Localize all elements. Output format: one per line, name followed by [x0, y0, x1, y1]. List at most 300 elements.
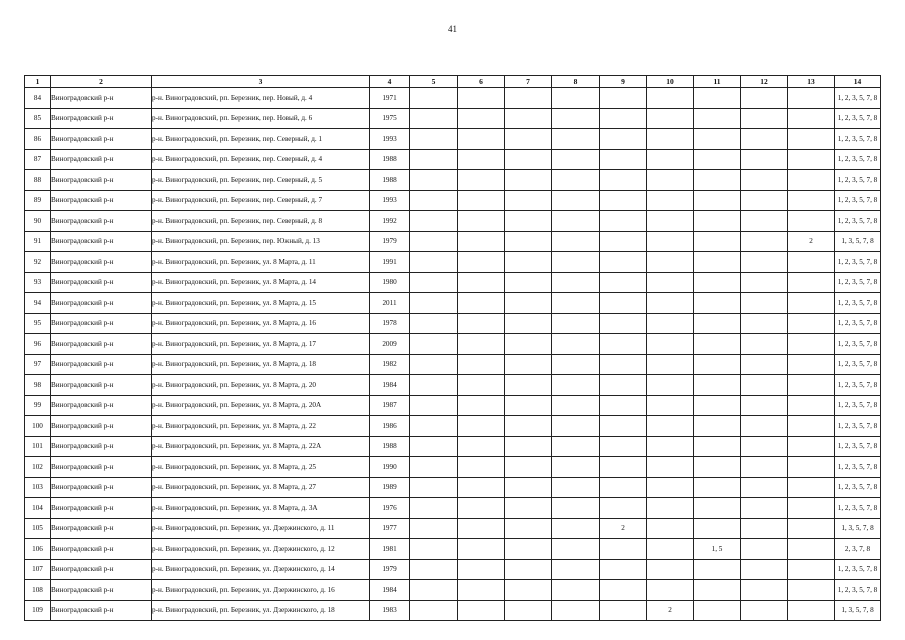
- col7-cell: [505, 108, 552, 129]
- col8-cell: [552, 580, 600, 601]
- col9-cell: [600, 149, 647, 170]
- row-number: 107: [25, 559, 51, 580]
- address-cell: р-н. Виноградовский, рп. Березник, ул. 8 Марта, д. 22: [152, 416, 370, 437]
- col9-cell: [600, 375, 647, 396]
- row-number: 84: [25, 88, 51, 109]
- col8-cell: [552, 149, 600, 170]
- table-row: [25, 190, 881, 211]
- column-header-9: 9: [600, 76, 647, 88]
- col10-cell: [647, 108, 694, 129]
- year-built-cell: 1979: [370, 559, 410, 580]
- district-cell: Виноградовский р-н: [51, 539, 152, 560]
- col9-cell: [600, 600, 647, 621]
- district-cell: Виноградовский р-н: [51, 231, 152, 252]
- col5-cell: [410, 539, 458, 560]
- col8-cell: [552, 190, 600, 211]
- col11-cell: [694, 354, 741, 375]
- table-row: [25, 477, 881, 498]
- col11-cell: [694, 170, 741, 191]
- row-number: 106: [25, 539, 51, 560]
- col14-cell: 1, 2, 3, 5, 7, 8: [835, 477, 881, 498]
- col11-cell: [694, 252, 741, 273]
- col12-cell: [741, 477, 788, 498]
- address-cell: р-н. Виноградовский, рп. Березник, ул. 8 Марта, д. 3А: [152, 498, 370, 519]
- col14-cell: 1, 2, 3, 5, 7, 8: [835, 498, 881, 519]
- year-built-cell: 1976: [370, 498, 410, 519]
- col12-cell: [741, 190, 788, 211]
- col10-cell: [647, 395, 694, 416]
- col6-cell: [458, 170, 505, 191]
- col8-cell: [552, 272, 600, 293]
- col9-cell: [600, 88, 647, 109]
- col14-cell: 1, 2, 3, 5, 7, 8: [835, 416, 881, 437]
- year-built-cell: 1987: [370, 395, 410, 416]
- col8-cell: [552, 293, 600, 314]
- col10-cell: [647, 518, 694, 539]
- table-row: [25, 108, 881, 129]
- row-number: 93: [25, 272, 51, 293]
- column-header-11: 11: [694, 76, 741, 88]
- address-cell: р-н. Виноградовский, рп. Березник, пер. Северный, д. 1: [152, 129, 370, 150]
- district-cell: Виноградовский р-н: [51, 149, 152, 170]
- col14-cell: 1, 2, 3, 5, 7, 8: [835, 354, 881, 375]
- table-row: [25, 416, 881, 437]
- district-cell: Виноградовский р-н: [51, 313, 152, 334]
- col12-cell: [741, 334, 788, 355]
- col12-cell: [741, 559, 788, 580]
- col5-cell: [410, 354, 458, 375]
- col13-cell: [788, 477, 835, 498]
- col10-cell: [647, 211, 694, 232]
- col6-cell: [458, 272, 505, 293]
- col9-cell: [600, 108, 647, 129]
- year-built-cell: 1982: [370, 354, 410, 375]
- col13-cell: [788, 293, 835, 314]
- col13-cell: [788, 129, 835, 150]
- col12-cell: [741, 231, 788, 252]
- table-row: [25, 498, 881, 519]
- col7-cell: [505, 129, 552, 150]
- row-number: 87: [25, 149, 51, 170]
- col14-cell: 1, 2, 3, 5, 7, 8: [835, 252, 881, 273]
- address-cell: р-н. Виноградовский, рп. Березник, ул. 8 Марта, д. 17: [152, 334, 370, 355]
- col11-cell: [694, 190, 741, 211]
- col5-cell: [410, 252, 458, 273]
- col5-cell: [410, 600, 458, 621]
- year-built-cell: 1977: [370, 518, 410, 539]
- col7-cell: [505, 313, 552, 334]
- col7-cell: [505, 334, 552, 355]
- year-built-cell: 1988: [370, 149, 410, 170]
- col7-cell: [505, 477, 552, 498]
- col13-cell: [788, 375, 835, 396]
- col9-cell: [600, 272, 647, 293]
- row-number: 95: [25, 313, 51, 334]
- address-cell: р-н. Виноградовский, рп. Березник, пер. Северный, д. 7: [152, 190, 370, 211]
- col12-cell: [741, 293, 788, 314]
- year-built-cell: 1975: [370, 108, 410, 129]
- col13-cell: [788, 559, 835, 580]
- row-number: 97: [25, 354, 51, 375]
- col13-cell: [788, 190, 835, 211]
- col11-cell: [694, 149, 741, 170]
- col13-cell: [788, 436, 835, 457]
- address-cell: р-н. Виноградовский, рп. Березник, ул. Дзержинского, д. 16: [152, 580, 370, 601]
- col6-cell: [458, 354, 505, 375]
- col9-cell: [600, 477, 647, 498]
- col7-cell: [505, 457, 552, 478]
- col12-cell: [741, 149, 788, 170]
- col6-cell: [458, 108, 505, 129]
- col5-cell: [410, 272, 458, 293]
- col10-cell: [647, 334, 694, 355]
- year-built-cell: 2009: [370, 334, 410, 355]
- col6-cell: [458, 600, 505, 621]
- table-header-row: [25, 76, 881, 88]
- col5-cell: [410, 108, 458, 129]
- col11-cell: [694, 600, 741, 621]
- year-built-cell: 1993: [370, 190, 410, 211]
- col12-cell: [741, 272, 788, 293]
- col10-cell: [647, 88, 694, 109]
- col12-cell: [741, 88, 788, 109]
- col13-cell: [788, 457, 835, 478]
- row-number: 105: [25, 518, 51, 539]
- col9-cell: [600, 354, 647, 375]
- col7-cell: [505, 252, 552, 273]
- col8-cell: [552, 518, 600, 539]
- col9-cell: [600, 231, 647, 252]
- col7-cell: [505, 231, 552, 252]
- col10-cell: [647, 457, 694, 478]
- col11-cell: [694, 498, 741, 519]
- column-header-4: 4: [370, 76, 410, 88]
- year-built-cell: 1988: [370, 436, 410, 457]
- col11-cell: [694, 231, 741, 252]
- col14-cell: 1, 3, 5, 7, 8: [835, 518, 881, 539]
- col13-cell: [788, 580, 835, 601]
- col5-cell: [410, 190, 458, 211]
- col9-cell: 2: [600, 518, 647, 539]
- col10-cell: [647, 498, 694, 519]
- district-cell: Виноградовский р-н: [51, 354, 152, 375]
- col9-cell: [600, 498, 647, 519]
- col14-cell: 1, 2, 3, 5, 7, 8: [835, 334, 881, 355]
- district-cell: Виноградовский р-н: [51, 252, 152, 273]
- year-built-cell: 1986: [370, 416, 410, 437]
- col13-cell: [788, 498, 835, 519]
- table-row: [25, 149, 881, 170]
- col5-cell: [410, 170, 458, 191]
- col6-cell: [458, 580, 505, 601]
- col11-cell: [694, 477, 741, 498]
- col5-cell: [410, 436, 458, 457]
- address-cell: р-н. Виноградовский, рп. Березник, пер. Новый, д. 6: [152, 108, 370, 129]
- col8-cell: [552, 88, 600, 109]
- col8-cell: [552, 313, 600, 334]
- district-cell: Виноградовский р-н: [51, 436, 152, 457]
- col11-cell: [694, 559, 741, 580]
- col7-cell: [505, 559, 552, 580]
- col7-cell: [505, 293, 552, 314]
- col8-cell: [552, 252, 600, 273]
- col12-cell: [741, 375, 788, 396]
- table-row: [25, 88, 881, 109]
- col7-cell: [505, 190, 552, 211]
- district-cell: Виноградовский р-н: [51, 88, 152, 109]
- col8-cell: [552, 539, 600, 560]
- col12-cell: [741, 108, 788, 129]
- year-built-cell: 1979: [370, 231, 410, 252]
- column-header-10: 10: [647, 76, 694, 88]
- row-number: 98: [25, 375, 51, 396]
- col8-cell: [552, 375, 600, 396]
- district-cell: Виноградовский р-н: [51, 211, 152, 232]
- table-row: [25, 518, 881, 539]
- col10-cell: [647, 313, 694, 334]
- col7-cell: [505, 498, 552, 519]
- column-header-3: 3: [152, 76, 370, 88]
- row-number: 103: [25, 477, 51, 498]
- col14-cell: 1, 2, 3, 5, 7, 8: [835, 580, 881, 601]
- table-row: [25, 170, 881, 191]
- col10-cell: 2: [647, 600, 694, 621]
- col5-cell: [410, 580, 458, 601]
- column-header-7: 7: [505, 76, 552, 88]
- col14-cell: 1, 2, 3, 5, 7, 8: [835, 395, 881, 416]
- district-cell: Виноградовский р-н: [51, 334, 152, 355]
- table-row: [25, 231, 881, 252]
- col9-cell: [600, 252, 647, 273]
- col12-cell: [741, 129, 788, 150]
- address-cell: р-н. Виноградовский, рп. Березник, пер. Новый, д. 4: [152, 88, 370, 109]
- district-cell: Виноградовский р-н: [51, 375, 152, 396]
- address-cell: р-н. Виноградовский, рп. Березник, ул. 8 Марта, д. 20А: [152, 395, 370, 416]
- col12-cell: [741, 580, 788, 601]
- col14-cell: 1, 3, 5, 7, 8: [835, 600, 881, 621]
- col14-cell: 1, 2, 3, 5, 7, 8: [835, 375, 881, 396]
- column-header-6: 6: [458, 76, 505, 88]
- table-row: [25, 334, 881, 355]
- address-cell: р-н. Виноградовский, рп. Березник, ул. 8 Марта, д. 15: [152, 293, 370, 314]
- col14-cell: 1, 2, 3, 5, 7, 8: [835, 190, 881, 211]
- col8-cell: [552, 457, 600, 478]
- district-cell: Виноградовский р-н: [51, 457, 152, 478]
- col7-cell: [505, 395, 552, 416]
- col13-cell: [788, 88, 835, 109]
- address-cell: р-н. Виноградовский, рп. Березник, ул. 8 Марта, д. 25: [152, 457, 370, 478]
- district-cell: Виноградовский р-н: [51, 170, 152, 191]
- housing-register-table: [24, 75, 881, 621]
- col9-cell: [600, 293, 647, 314]
- col5-cell: [410, 498, 458, 519]
- table-row: [25, 580, 881, 601]
- table-row: [25, 354, 881, 375]
- table-row: [25, 600, 881, 621]
- col10-cell: [647, 559, 694, 580]
- col13-cell: [788, 149, 835, 170]
- col13-cell: [788, 170, 835, 191]
- address-cell: р-н. Виноградовский, рп. Березник, ул. 8 Марта, д. 18: [152, 354, 370, 375]
- year-built-cell: 1983: [370, 600, 410, 621]
- col13-cell: [788, 416, 835, 437]
- col8-cell: [552, 416, 600, 437]
- col13-cell: [788, 539, 835, 560]
- col12-cell: [741, 600, 788, 621]
- col5-cell: [410, 313, 458, 334]
- col5-cell: [410, 416, 458, 437]
- col11-cell: 1, 5: [694, 539, 741, 560]
- col5-cell: [410, 231, 458, 252]
- column-header-5: 5: [410, 76, 458, 88]
- district-cell: Виноградовский р-н: [51, 518, 152, 539]
- column-header-2: 2: [51, 76, 152, 88]
- table-row: [25, 252, 881, 273]
- col10-cell: [647, 375, 694, 396]
- col9-cell: [600, 539, 647, 560]
- col10-cell: [647, 539, 694, 560]
- col11-cell: [694, 375, 741, 396]
- row-number: 100: [25, 416, 51, 437]
- col9-cell: [600, 211, 647, 232]
- address-cell: р-н. Виноградовский, рп. Березник, ул. Дзержинского, д. 11: [152, 518, 370, 539]
- column-header-1: 1: [25, 76, 51, 88]
- address-cell: р-н. Виноградовский, рп. Березник, ул. 8 Марта, д. 16: [152, 313, 370, 334]
- col11-cell: [694, 334, 741, 355]
- year-built-cell: 2011: [370, 293, 410, 314]
- address-cell: р-н. Виноградовский, рп. Березник, пер. Южный, д. 13: [152, 231, 370, 252]
- year-built-cell: 1980: [370, 272, 410, 293]
- col10-cell: [647, 170, 694, 191]
- col11-cell: [694, 108, 741, 129]
- col7-cell: [505, 88, 552, 109]
- col5-cell: [410, 477, 458, 498]
- col13-cell: [788, 313, 835, 334]
- col14-cell: 1, 2, 3, 5, 7, 8: [835, 88, 881, 109]
- row-number: 108: [25, 580, 51, 601]
- col11-cell: [694, 580, 741, 601]
- district-cell: Виноградовский р-н: [51, 293, 152, 314]
- year-built-cell: 1971: [370, 88, 410, 109]
- col6-cell: [458, 293, 505, 314]
- col6-cell: [458, 88, 505, 109]
- col8-cell: [552, 477, 600, 498]
- col8-cell: [552, 129, 600, 150]
- column-header-12: 12: [741, 76, 788, 88]
- col7-cell: [505, 170, 552, 191]
- col7-cell: [505, 539, 552, 560]
- col12-cell: [741, 354, 788, 375]
- col6-cell: [458, 211, 505, 232]
- col9-cell: [600, 395, 647, 416]
- col12-cell: [741, 416, 788, 437]
- col8-cell: [552, 108, 600, 129]
- col9-cell: [600, 436, 647, 457]
- col10-cell: [647, 354, 694, 375]
- row-number: 104: [25, 498, 51, 519]
- table-row: [25, 313, 881, 334]
- col10-cell: [647, 416, 694, 437]
- row-number: 101: [25, 436, 51, 457]
- col12-cell: [741, 252, 788, 273]
- col7-cell: [505, 375, 552, 396]
- district-cell: Виноградовский р-н: [51, 272, 152, 293]
- col11-cell: [694, 272, 741, 293]
- col9-cell: [600, 580, 647, 601]
- col5-cell: [410, 88, 458, 109]
- col7-cell: [505, 354, 552, 375]
- row-number: 90: [25, 211, 51, 232]
- row-number: 89: [25, 190, 51, 211]
- col6-cell: [458, 416, 505, 437]
- col11-cell: [694, 129, 741, 150]
- row-number: 91: [25, 231, 51, 252]
- col14-cell: 1, 2, 3, 5, 7, 8: [835, 170, 881, 191]
- col6-cell: [458, 559, 505, 580]
- col12-cell: [741, 539, 788, 560]
- row-number: 86: [25, 129, 51, 150]
- col5-cell: [410, 457, 458, 478]
- address-cell: р-н. Виноградовский, рп. Березник, ул. Дзержинского, д. 14: [152, 559, 370, 580]
- district-cell: Виноградовский р-н: [51, 580, 152, 601]
- col6-cell: [458, 395, 505, 416]
- col12-cell: [741, 313, 788, 334]
- col14-cell: 1, 2, 3, 5, 7, 8: [835, 129, 881, 150]
- col14-cell: 1, 2, 3, 5, 7, 8: [835, 436, 881, 457]
- col10-cell: [647, 272, 694, 293]
- col7-cell: [505, 416, 552, 437]
- col12-cell: [741, 170, 788, 191]
- col9-cell: [600, 559, 647, 580]
- col13-cell: 2: [788, 231, 835, 252]
- col7-cell: [505, 211, 552, 232]
- year-built-cell: 1984: [370, 580, 410, 601]
- address-cell: р-н. Виноградовский, рп. Березник, ул. 8 Марта, д. 22А: [152, 436, 370, 457]
- row-number: 102: [25, 457, 51, 478]
- col11-cell: [694, 211, 741, 232]
- row-number: 94: [25, 293, 51, 314]
- col13-cell: [788, 252, 835, 273]
- row-number: 96: [25, 334, 51, 355]
- table-row: [25, 436, 881, 457]
- col6-cell: [458, 457, 505, 478]
- col14-cell: 1, 2, 3, 5, 7, 8: [835, 293, 881, 314]
- col10-cell: [647, 190, 694, 211]
- table-row: [25, 272, 881, 293]
- col6-cell: [458, 334, 505, 355]
- col13-cell: [788, 272, 835, 293]
- district-cell: Виноградовский р-н: [51, 416, 152, 437]
- col14-cell: 1, 2, 3, 5, 7, 8: [835, 108, 881, 129]
- col13-cell: [788, 600, 835, 621]
- col8-cell: [552, 170, 600, 191]
- col10-cell: [647, 149, 694, 170]
- col5-cell: [410, 211, 458, 232]
- col13-cell: [788, 108, 835, 129]
- col8-cell: [552, 211, 600, 232]
- col10-cell: [647, 293, 694, 314]
- table-row: [25, 559, 881, 580]
- col5-cell: [410, 334, 458, 355]
- col12-cell: [741, 498, 788, 519]
- col10-cell: [647, 436, 694, 457]
- address-cell: р-н. Виноградовский, рп. Березник, ул. Дзержинского, д. 18: [152, 600, 370, 621]
- col5-cell: [410, 559, 458, 580]
- district-cell: Виноградовский р-н: [51, 129, 152, 150]
- col5-cell: [410, 375, 458, 396]
- year-built-cell: 1978: [370, 313, 410, 334]
- district-cell: Виноградовский р-н: [51, 600, 152, 621]
